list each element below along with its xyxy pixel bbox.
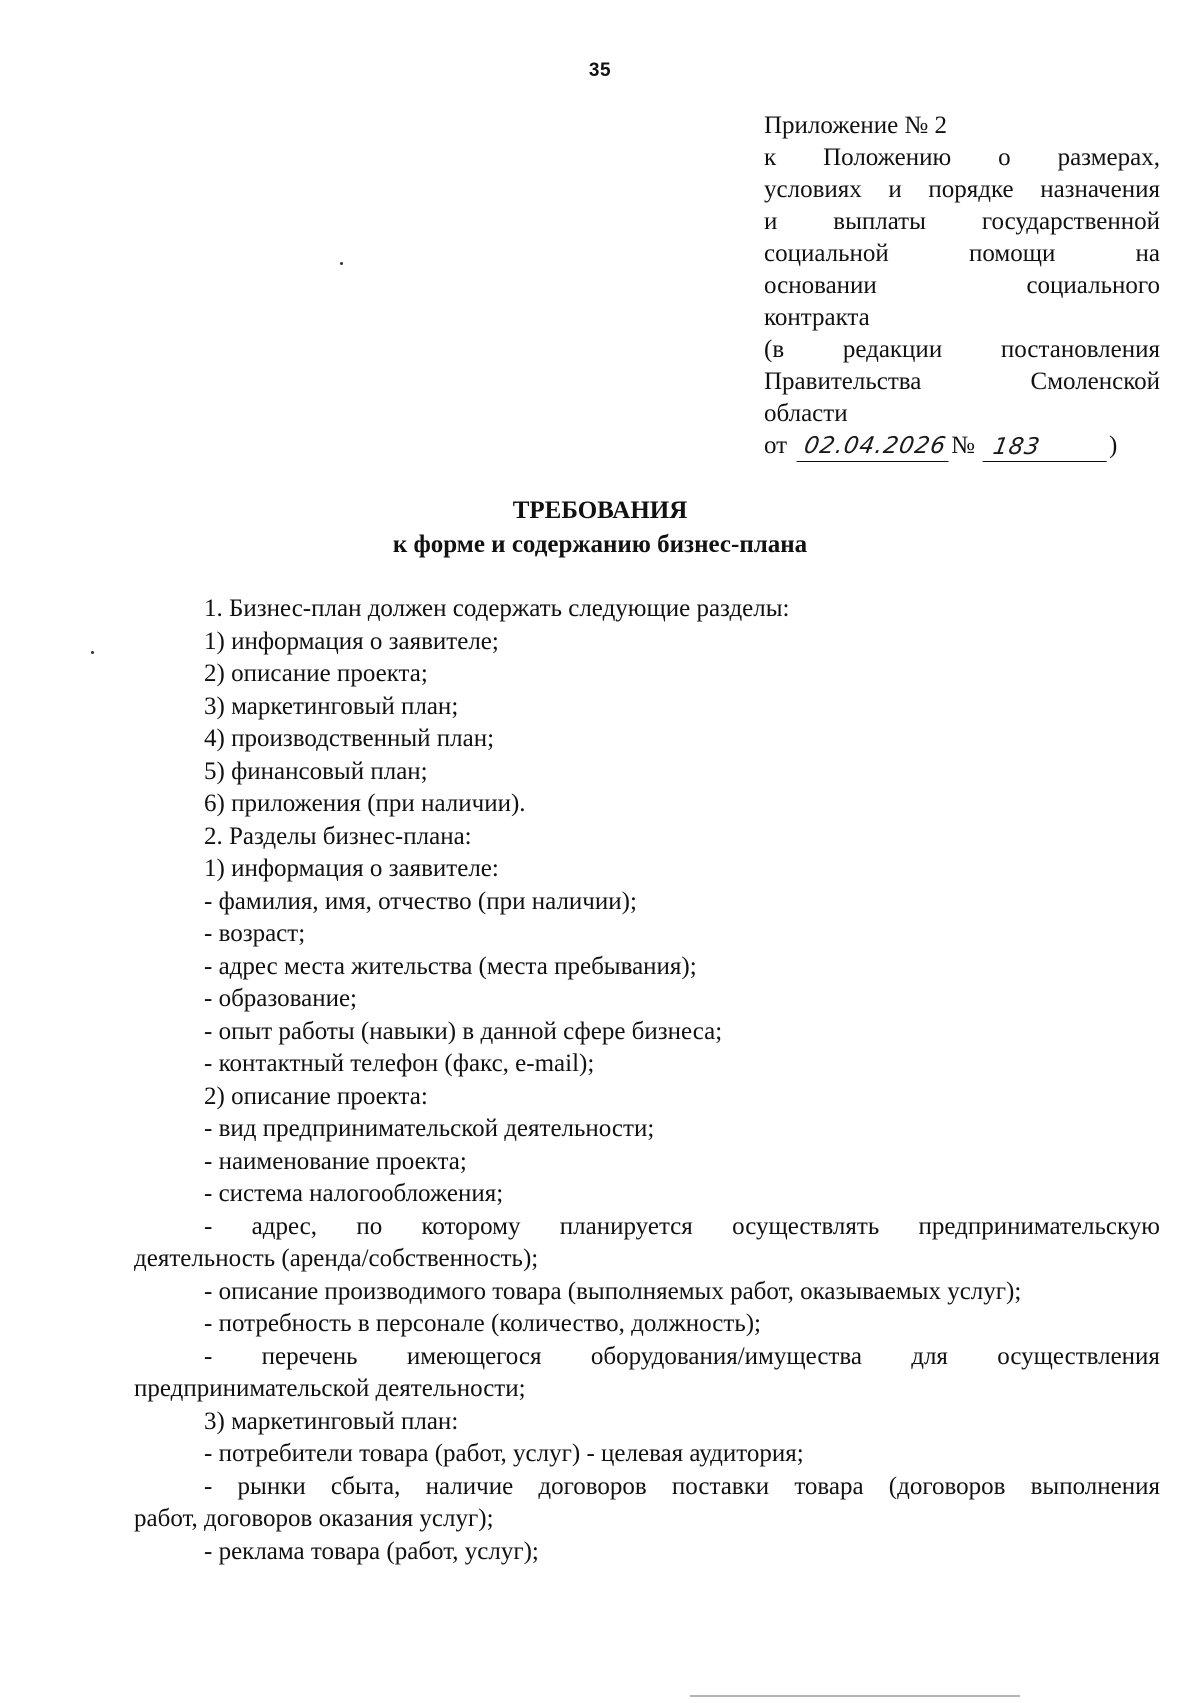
annex-line xyxy=(764,142,1160,174)
closing-paren: ) xyxy=(1108,432,1118,459)
body-word: которому xyxy=(421,1212,521,1240)
body-word: рынки xyxy=(237,1472,306,1500)
annex-line xyxy=(764,334,1160,366)
body-line: предпринимательской деятельности; xyxy=(134,1375,526,1402)
number-sign: № xyxy=(951,432,975,459)
annex-word: и xyxy=(888,176,902,203)
body-line: - фамилия, имя, отчество (при наличии); xyxy=(204,887,637,915)
annex-word: на xyxy=(1135,240,1160,267)
annex-line xyxy=(764,270,1160,302)
body-line: 1) информация о заявителе: xyxy=(204,855,499,882)
annex-word: Правительства xyxy=(764,368,922,395)
body-line: 5) финансовый план; xyxy=(204,757,428,785)
body-word: предпринимательскую xyxy=(918,1212,1160,1240)
body-word: - xyxy=(204,1212,213,1240)
body-word: по xyxy=(356,1212,383,1240)
annex-word: государственной xyxy=(981,208,1160,235)
annex-word: редакции xyxy=(842,336,943,363)
body-line: - адрес места жительства (места пребывания); xyxy=(204,952,697,980)
annex-word: условиях xyxy=(764,176,862,203)
body-word: для xyxy=(911,1342,948,1370)
annex-word: Смоленской xyxy=(1030,368,1160,395)
body-line: - потребители товара (работ, услуг) - целевая аудитория; xyxy=(204,1440,804,1467)
annex-word: и xyxy=(764,208,778,235)
body-line: работ, договоров оказания услуг); xyxy=(134,1505,494,1532)
page-number: 35 xyxy=(588,60,612,81)
body-line xyxy=(134,1211,1160,1244)
annex-line xyxy=(764,174,1160,206)
body-word: (договоров xyxy=(888,1472,1006,1500)
scan-edge-artifact xyxy=(690,1695,1020,1697)
body-line: - реклама товара (работ, услуг); xyxy=(204,1537,539,1565)
body-line: - опыт работы (навыки) в данной сфере бизнеса; xyxy=(204,1017,723,1045)
title-heading: ТРЕБОВАНИЯ xyxy=(512,497,688,524)
title-subheading: к форме и содержанию бизнес-плана xyxy=(392,531,808,558)
annex-line xyxy=(764,206,1160,238)
body-line: 3) маркетинговый план: xyxy=(204,1407,459,1435)
annex-header xyxy=(764,110,1160,462)
annex-word: о xyxy=(998,144,1011,171)
body-word: осуществления xyxy=(997,1342,1160,1370)
body-line: 2) описание проекта; xyxy=(204,660,428,687)
annex-word: основании xyxy=(764,272,877,299)
annex-word: назначения xyxy=(1040,176,1160,203)
body-line xyxy=(134,1471,1160,1504)
body-line: - контактный телефон (факс, e-mail); xyxy=(204,1050,595,1077)
body-line: 6) приложения (при наличии). xyxy=(204,790,526,817)
body-line: 4) производственный план; xyxy=(204,725,495,752)
annex-word: размерах, xyxy=(1057,144,1160,171)
body-word: - xyxy=(204,1342,213,1370)
scan-speck xyxy=(340,262,343,265)
body-line: - потребность в персонале (количество, должность); xyxy=(204,1310,761,1337)
handwritten-number: 183 xyxy=(983,434,1112,462)
body-word: выполнения xyxy=(1030,1472,1160,1500)
annex-line: Приложение № 2 xyxy=(764,112,948,139)
body-line: 2) описание проекта: xyxy=(204,1082,428,1110)
annex-word: выплаты xyxy=(833,208,926,235)
annex-word: помощи xyxy=(968,240,1056,267)
signature-row xyxy=(764,430,1160,462)
body-line: - образование; xyxy=(204,985,357,1012)
body-word: имеющегося xyxy=(406,1342,542,1370)
body-word: поставки xyxy=(671,1472,770,1500)
body-word: договоров xyxy=(538,1472,647,1500)
annex-line xyxy=(764,366,1160,398)
body-word: сбыта, xyxy=(330,1472,401,1500)
scan-speck xyxy=(91,651,94,654)
body-line: 1) информация о заявителе; xyxy=(204,627,499,655)
body-word: товара xyxy=(794,1472,864,1500)
body-line: 3) маркетинговый план; xyxy=(204,692,459,720)
body-word: адрес, xyxy=(251,1212,318,1240)
body-line: - возраст; xyxy=(204,920,306,947)
document-title xyxy=(0,494,1200,562)
body-line: деятельность (аренда/собственность); xyxy=(134,1245,539,1272)
handwritten-date: 02.04.2026 xyxy=(797,433,954,462)
body-line: 2. Разделы бизнес-плана: xyxy=(204,822,472,850)
annex-line: области xyxy=(764,400,848,427)
annex-line xyxy=(764,238,1160,270)
annex-word: социального xyxy=(1026,272,1160,299)
body-word: перечень xyxy=(261,1342,358,1370)
body-line: - вид предпринимательской деятельности; xyxy=(204,1115,655,1142)
document-body xyxy=(134,593,1160,1568)
annex-word: Положению xyxy=(823,144,952,171)
body-line: 1. Бизнес-план должен содержать следующие разделы: xyxy=(204,595,790,622)
body-word: - xyxy=(204,1472,213,1500)
annex-word: к xyxy=(764,144,777,171)
body-line: - наименование проекта; xyxy=(204,1147,467,1175)
annex-word: порядке xyxy=(928,176,1014,203)
body-line: - система налогообложения; xyxy=(204,1180,504,1207)
signature-prefix: от xyxy=(764,432,788,459)
body-word: наличие xyxy=(425,1472,514,1500)
annex-line: контракта xyxy=(764,304,870,331)
annex-word: социальной xyxy=(764,240,889,267)
body-word: осуществлять xyxy=(732,1212,880,1240)
body-line: - описание производимого товара (выполняемых работ, оказываемых услуг); xyxy=(204,1277,1022,1305)
annex-word: (в xyxy=(764,336,785,363)
body-word: планируется xyxy=(559,1212,693,1240)
body-line xyxy=(134,1341,1160,1374)
body-word: оборудования/имущества xyxy=(590,1342,862,1370)
annex-word: постановления xyxy=(1000,336,1160,363)
